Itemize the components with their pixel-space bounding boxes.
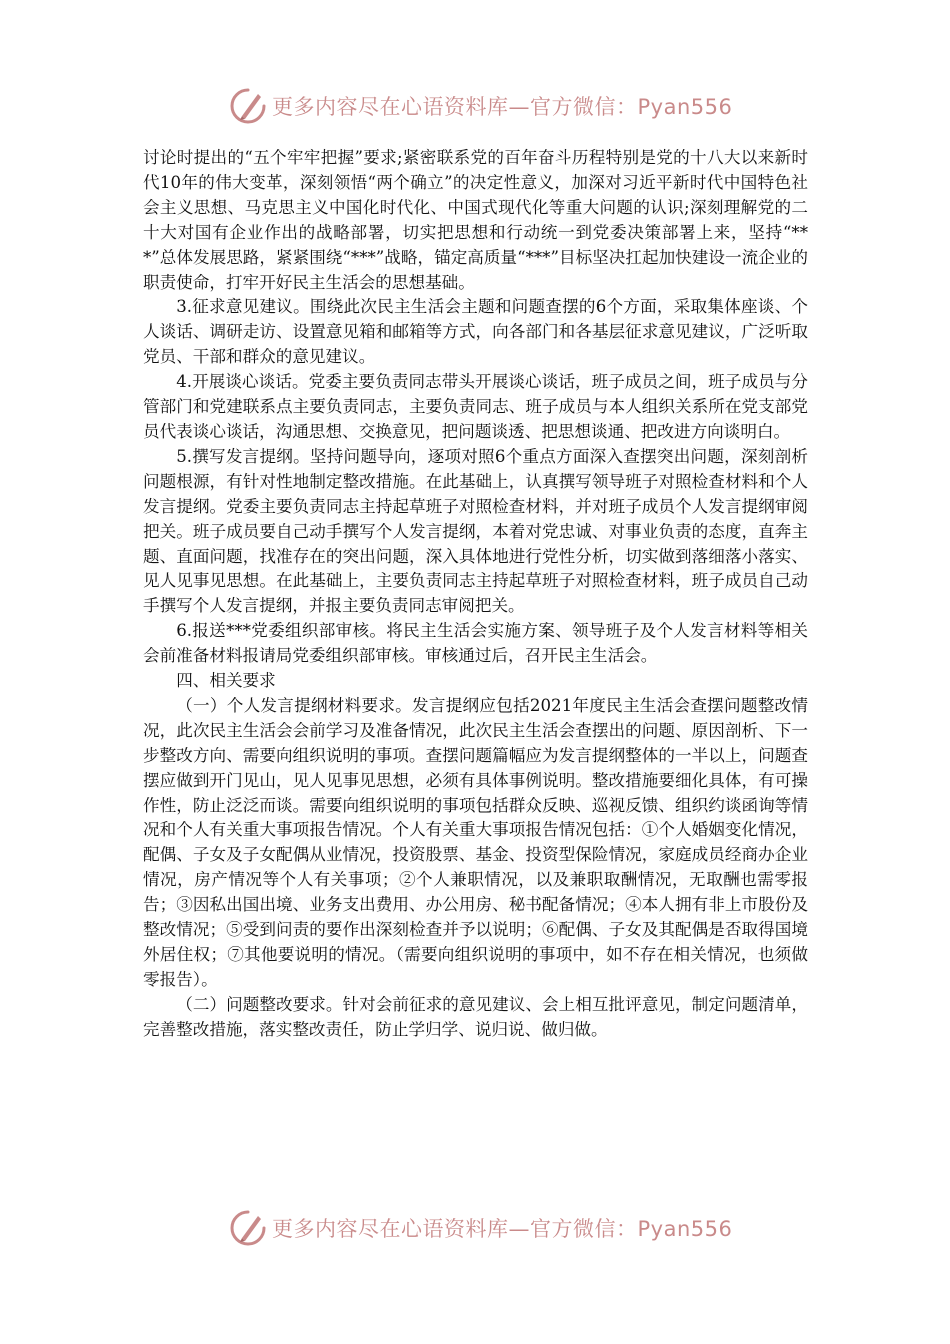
section-heading-requirements: 四、相关要求 (176, 671, 276, 691)
header-watermark-banner (228, 84, 748, 128)
paragraph-item-5: 5.撰写发言提纲。坚持问题导向，逐项对照6个重点方面深入查摆突出问题，深刻剖析问题根源，有针对性地制定整改措施。在此基础上，认真撰写领导班子对照检查材料和个人发言提纲。党委主要负责同志主持起草班子对照检查材料，并对班子成员个人发言提纲审阅把关。班子成员要自己动手撰写个人发言提纲，本着对党忠诚、对事业负责的态度，直奔主题、直面问题，找准存在的突出问题，深入具体地进行党性分析，切实做到落细落小落实、见人见事见思想。在此基础上，主要负责同志主持起草班子对照检查材料，班子成员自己动手撰写个人发言提纲，并报主要负责同志审阅把关。 (143, 446, 808, 616)
fountain-pen-circle-logo (228, 86, 268, 126)
fountain-pen-circle-logo (228, 1208, 268, 1248)
paragraph-item-4: 4.开展谈心谈话。党委主要负责同志带头开展谈心谈话，班子成员之间，班子成员与分管部门和党建联系点主要负责同志，主要负责同志、班子成员与本人组织关系所在党支部党员代表谈心谈话，沟通思想、交换意见，把问题谈透、把思想谈通、把改进方向谈明白。 (143, 372, 808, 441)
paragraph-requirement-1: （一）个人发言提纲材料要求。发言提纲应包括2021年度民主生活会查摆问题整改情况，此次民主生活会会前学习及准备情况，此次民主生活会查摆出的问题、原因剖析、下一步整改方向、需要向组织说明的事项。查摆问题篇幅应为发言提纲整体的一半以上，问题查摆应做到开门见山，见人见事见思想，必须有具体事例说明。整改措施要细化具体，有可操作性，防止泛泛而谈。需要向组织说明的事项包括群众反映、巡视反馈、组织约谈函询等情况和个人有关重大事项报告情况。个人有关重大事项报告情况包括：①个人婚姻变化情况，配偶、子女及子女配偶从业情况，投资股票、基金、投资型保险情况，家庭成员经商办企业情况，房产情况等个人有关事项；②个人兼职情况，以及兼职取酬情况，无取酬也需零报告；③因私出国出境、业务支出费用、办公用房、秘书配备情况；④本人拥有非上市股份及整改情况；⑤受到问责的要作出深刻检查并予以说明；⑥配偶、子女及其配偶是否取得国境外居住权；⑦其他要说明的情况。（需要向组织说明的事项中，如不存在相关情况，也须做零报告）。 (143, 695, 808, 989)
paragraph-requirement-2: （二）问题整改要求。针对会前征求的意见建议、会上相互批评意见，制定问题清单，完善整改措施，落实整改责任，防止学归学、说归说、做归做。 (143, 994, 808, 1039)
watermark-text: 更多内容尽在心语资料库—官方微信：Pyan556 (272, 1217, 733, 1241)
watermark-text: 更多内容尽在心语资料库—官方微信：Pyan556 (272, 95, 733, 119)
paragraph-item-6: 6.报送***党委组织部审核。将民主生活会实施方案、领导班子及个人发言材料等相关会前准备材料报请局党委组织部审核。审核通过后，召开民主生活会。 (143, 621, 808, 666)
paragraph-continuation: 讨论时提出的“五个牢牢把握”要求;紧密联系党的百年奋斗历程特别是党的十八大以来新时代10年的伟大变革，深刻领悟“两个确立”的决定性意义，加深对习近平新时代中国特色社会主义思想、马克思主义中国化时代化、中国式现代化等重大问题的认识;深刻理解党的二十大对国有企业作出的战略部署，切实把思想和行动统一到党委决策部署上来，坚持“***”总体发展思路，紧紧围绕“***”战略，锚定高质量“***”目标坚决扛起加快建设一流企业的职责使命，打牢开好民主生活会的思想基础。 (143, 148, 808, 292)
footer-watermark-banner (228, 1206, 748, 1250)
paragraph-item-3: 3.征求意见建议。围绕此次民主生活会主题和问题查摆的6个方面，采取集体座谈、个人谈话、调研走访、设置意见箱和邮箱等方式，向各部门和各基层征求意见建议，广泛听取党员、干部和群众的意见建议。 (143, 297, 808, 367)
document-body (143, 146, 808, 1043)
